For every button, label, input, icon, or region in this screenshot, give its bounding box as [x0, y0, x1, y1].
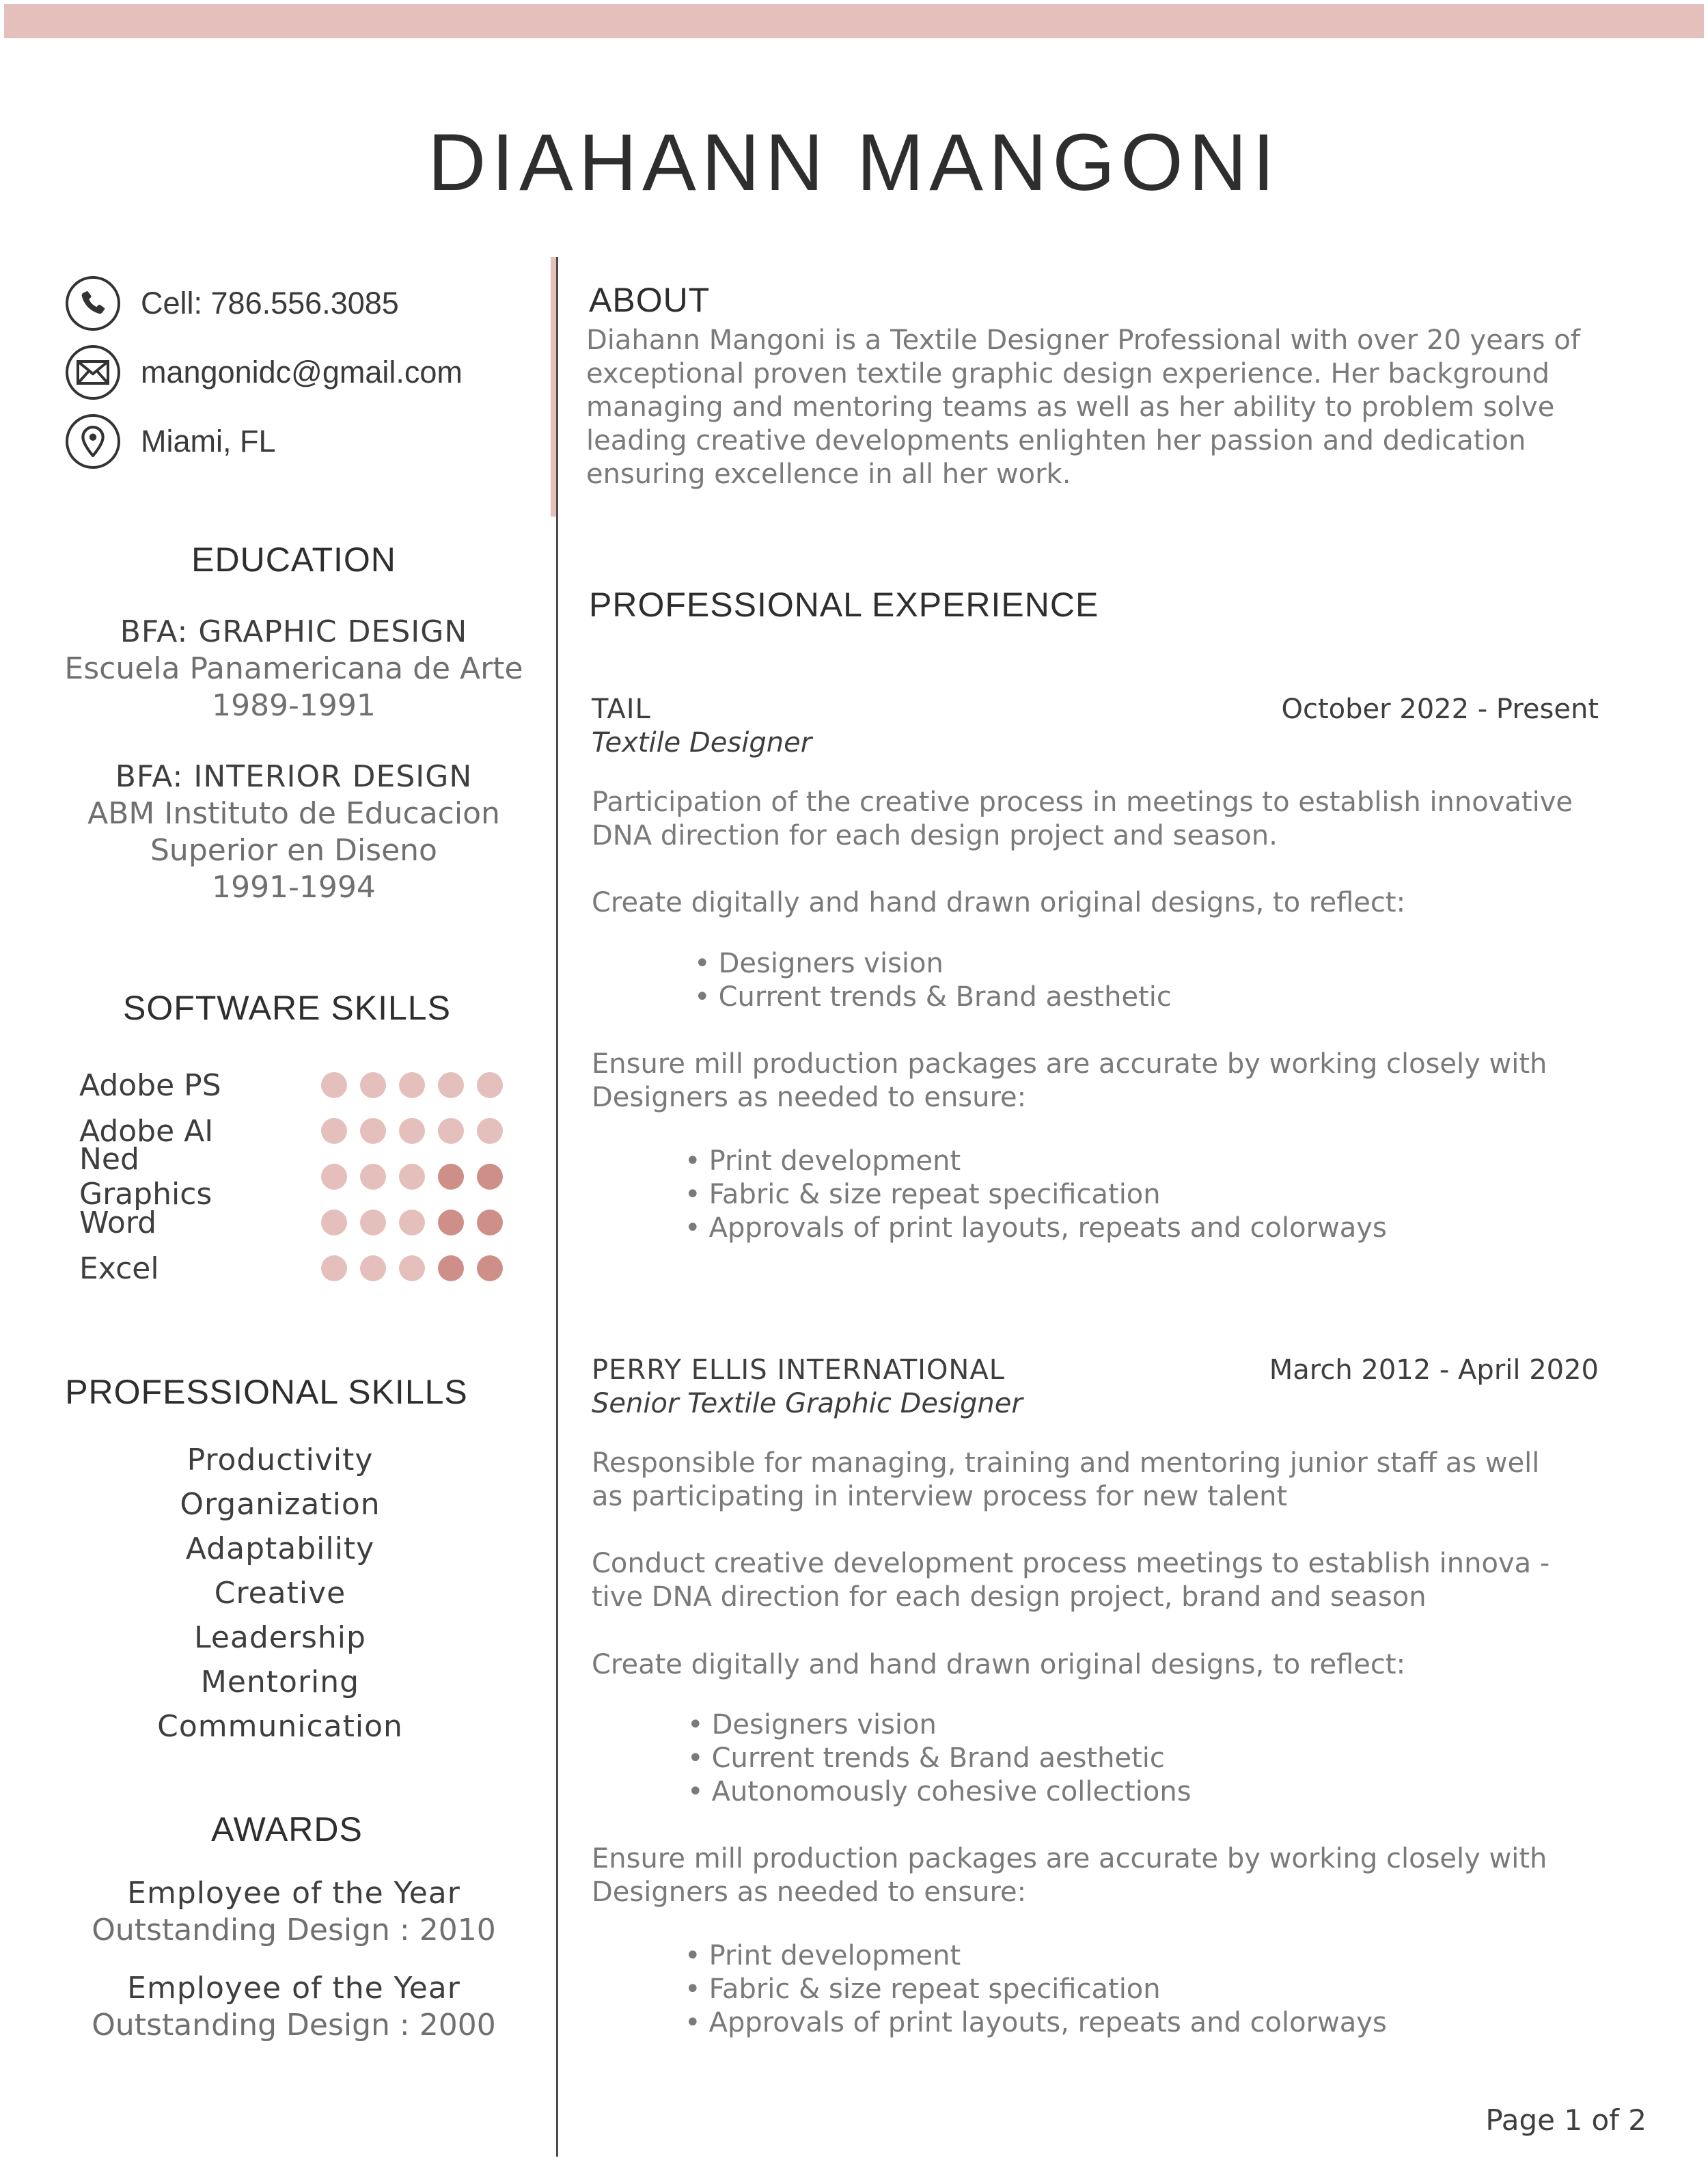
rating-dot [360, 1118, 386, 1144]
about-line: leading creative developments enlighten her passion and dedication [586, 425, 1526, 456]
awards-heading: AWARDS [211, 1810, 363, 1848]
contact-email [66, 345, 463, 400]
rating-dot [321, 1255, 347, 1281]
rating-dot [477, 1255, 503, 1281]
job-dates: March 2012 - April 2020 [1269, 1354, 1599, 1386]
software-skill-name: Adobe PS [79, 1067, 221, 1103]
job-company: PERRY ELLIS INTERNATIONAL [592, 1354, 1005, 1386]
award-title: Employee of the Year [127, 1971, 460, 2006]
rating-dot [360, 1072, 386, 1098]
rating-dot [360, 1255, 386, 1281]
top-accent-bar [4, 4, 1704, 38]
list-item: • Designers vision [694, 947, 1172, 981]
education-entry [27, 614, 560, 724]
rating-dot [477, 1118, 503, 1144]
rating-dot [399, 1210, 425, 1235]
degree: BFA: INTERIOR DESIGN [115, 759, 473, 794]
list-item: Productivity [187, 1443, 374, 1477]
award-subtitle: Outstanding Design : 2000 [92, 2008, 496, 2043]
list-item: • Current trends & Brand aesthetic [687, 1742, 1192, 1775]
software-skill-row [79, 1142, 503, 1212]
skill-rating [321, 1072, 503, 1098]
job-title: Senior Textile Graphic Designer [592, 1388, 1023, 1419]
software-skill-row [79, 1248, 503, 1289]
skill-rating [321, 1210, 503, 1235]
years: 1991-1994 [212, 870, 376, 905]
software-skill-name: Word [79, 1205, 157, 1240]
rating-dot [438, 1072, 464, 1098]
list-item: Mentoring [200, 1665, 360, 1699]
para-line: Ensure mill production packages are accurate by working closely with [592, 1843, 1547, 1874]
skill-rating [321, 1118, 503, 1144]
list-item: • Current trends & Brand aesthetic [694, 981, 1172, 1014]
list-item: • Print development [685, 1145, 1387, 1178]
list-item: Leadership [194, 1620, 366, 1655]
rating-dot [360, 1210, 386, 1235]
envelope-icon [66, 345, 120, 400]
education-entry [27, 759, 560, 906]
job-title: Textile Designer [592, 727, 812, 759]
list-item: • Approvals of print layouts, repeats and colorways [685, 1212, 1387, 1245]
rating-dot [360, 1164, 386, 1190]
job-paragraph: Create digitally and hand drawn original designs, to reflect: [592, 1649, 1406, 1680]
para-line: tive DNA direction for each design project, brand and season [592, 1581, 1427, 1613]
list-item: • Fabric & size repeat specification [685, 1973, 1387, 2006]
software-skills-heading: SOFTWARE SKILLS [123, 989, 451, 1027]
rating-dot [438, 1210, 464, 1235]
para-line: Designers as needed to ensure: [592, 1082, 1027, 1113]
award-item [27, 1970, 560, 2044]
rating-dot [477, 1210, 503, 1235]
job-paragraph [592, 1048, 1603, 1115]
software-skill-name: Excel [79, 1251, 159, 1286]
list-item: • Autonomously cohesive collections [687, 1775, 1192, 1809]
list-item: • Print development [685, 1939, 1387, 1973]
skill-rating [321, 1164, 503, 1190]
education-heading: EDUCATION [191, 541, 396, 579]
list-item: • Designers vision [687, 1708, 1192, 1742]
software-skill-row [79, 1065, 503, 1106]
rating-dot [477, 1164, 503, 1190]
skill-rating [321, 1255, 503, 1281]
location-text: Miami, FL [141, 424, 276, 459]
job-bullets [687, 1708, 1192, 1809]
phone-text: Cell: 786.556.3085 [141, 286, 399, 320]
rating-dot [321, 1164, 347, 1190]
rating-dot [321, 1118, 347, 1144]
school-line-2: Superior en Diseno [150, 833, 437, 868]
degree: BFA: GRAPHIC DESIGN [120, 614, 468, 649]
about-line: exceptional proven textile graphic design experience. Her background [586, 358, 1549, 390]
job-paragraph [592, 1547, 1603, 1614]
about-text [586, 324, 1597, 491]
list-item: Communication [157, 1709, 403, 1744]
rating-dot [399, 1255, 425, 1281]
software-skill-row [79, 1202, 503, 1243]
years: 1989-1991 [212, 688, 376, 723]
about-line: managing and mentoring teams as well as her ability to problem solve [586, 392, 1555, 423]
list-item: • Fabric & size repeat specification [685, 1178, 1387, 1212]
job-paragraph [592, 1447, 1603, 1514]
job-paragraph [592, 786, 1603, 853]
school: Escuela Panamericana de Arte [64, 651, 523, 686]
para-line: DNA direction for each design project and season. [592, 820, 1278, 851]
about-line: Diahann Mangoni is a Textile Designer Professional with over 20 years of [586, 325, 1580, 356]
rating-dot [321, 1072, 347, 1098]
list-item: Organization [180, 1487, 381, 1522]
job-paragraph [592, 1842, 1603, 1909]
software-skill-name: Ned Graphics [79, 1142, 212, 1212]
list-item: Creative [214, 1576, 346, 1611]
para-line: Participation of the creative process in meetings to establish innovative [592, 787, 1573, 818]
experience-heading: PROFESSIONAL EXPERIENCE [589, 586, 1099, 624]
about-heading: ABOUT [589, 281, 711, 319]
award-item [27, 1875, 560, 1949]
para-line: Responsible for managing, training and mentoring junior staff as well [592, 1447, 1540, 1479]
about-line: ensuring excellence in all her work. [586, 459, 1071, 490]
rating-dot [399, 1072, 425, 1098]
location-pin-icon [66, 414, 120, 469]
para-line: Designers as needed to ensure: [592, 1876, 1027, 1908]
professional-skills-list [27, 1438, 533, 1749]
job-bullets [685, 1939, 1387, 2040]
rating-dot [438, 1164, 464, 1190]
award-subtitle: Outstanding Design : 2010 [92, 1913, 496, 1948]
rating-dot [399, 1164, 425, 1190]
rating-dot [438, 1255, 464, 1281]
school: ABM Instituto de Educacion [87, 796, 500, 831]
rating-dot [399, 1118, 425, 1144]
job-bullets [685, 1145, 1387, 1245]
job-paragraph: Create digitally and hand drawn original designs, to reflect: [592, 887, 1406, 918]
email-text: mangonidc@gmail.com [141, 355, 463, 390]
resume-name: DIAHANN MANGONI [428, 118, 1280, 208]
contact-location [66, 414, 276, 469]
para-line: Conduct creative development process meetings to establish innova - [592, 1548, 1550, 1579]
para-line: Ensure mill production packages are accurate by working closely with [592, 1048, 1547, 1080]
contact-phone [66, 276, 399, 331]
rating-dot [321, 1210, 347, 1235]
para-line: as participating in interview process for new talent [592, 1481, 1288, 1512]
page-number: Page 1 of 2 [1485, 2103, 1647, 2137]
phone-icon [66, 276, 120, 331]
rating-dot [477, 1072, 503, 1098]
rating-dot [438, 1118, 464, 1144]
job-bullets [694, 947, 1172, 1014]
job-dates: October 2022 - Present [1281, 694, 1599, 725]
job-company: TAIL [592, 694, 651, 725]
list-item: • Approvals of print layouts, repeats and colorways [685, 2006, 1387, 2040]
software-skill-name: Adobe AI [79, 1113, 214, 1149]
professional-skills-heading: PROFESSIONAL SKILLS [65, 1373, 468, 1411]
award-title: Employee of the Year [127, 1876, 460, 1911]
list-item: Adaptability [185, 1531, 375, 1566]
